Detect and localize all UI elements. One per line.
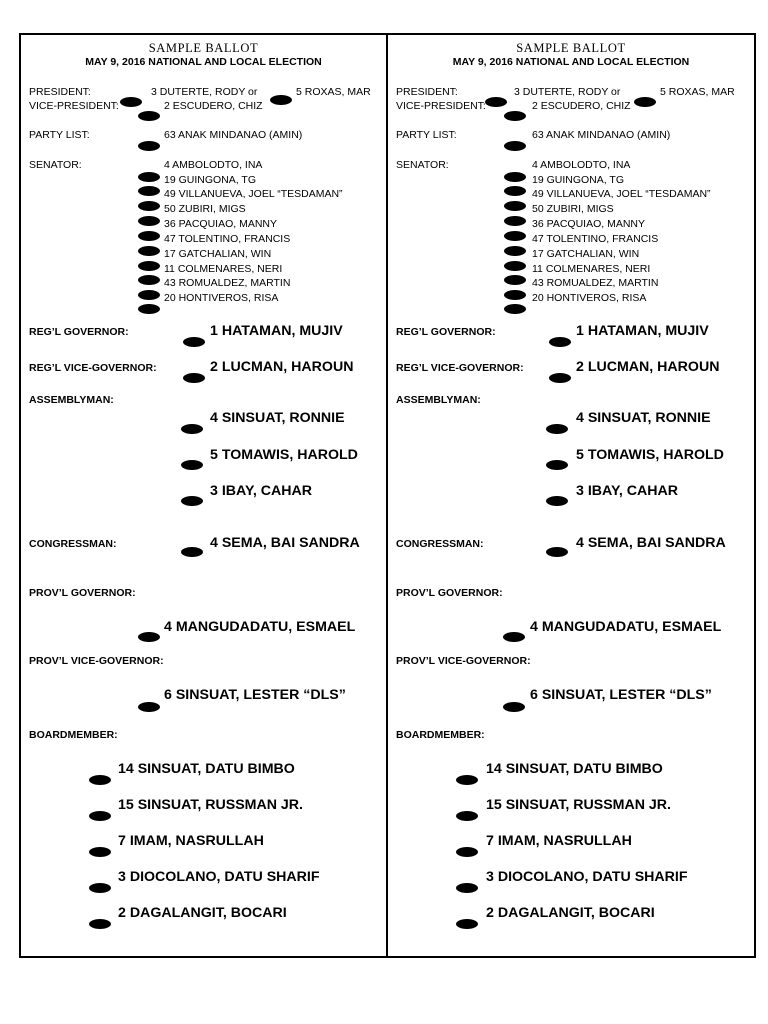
ballot-title: SAMPLE BALLOT: [516, 41, 626, 55]
vote-oval-boardmember[interactable]: [456, 775, 478, 785]
senator-item: 4 AMBOLODTO, INA: [164, 159, 263, 171]
assemblyman-item: 4 SINSUAT, RONNIE: [576, 410, 711, 426]
vote-oval-assemblyman[interactable]: [181, 424, 203, 434]
prov-governor-label: PROV’L GOVERNOR:: [29, 587, 136, 599]
vote-oval-senator[interactable]: [138, 261, 160, 271]
senator-item: 17 GATCHALIAN, WIN: [164, 248, 272, 260]
vice-president-label: VICE-PRESIDENT:: [396, 100, 486, 112]
prov-governor-choice: 4 MANGUDADATU, ESMAEL: [164, 619, 356, 635]
regl-governor-choice: 1 HATAMAN, MUJIV: [576, 323, 709, 339]
vote-oval-assemblyman[interactable]: [546, 460, 568, 470]
senator-item: 20 HONTIVEROS, RISA: [532, 292, 647, 304]
vote-oval-regl-vice-governor[interactable]: [183, 373, 205, 383]
vote-oval-boardmember[interactable]: [456, 811, 478, 821]
vote-oval-boardmember[interactable]: [89, 919, 111, 929]
vote-oval-senator[interactable]: [138, 216, 160, 226]
vote-oval-senator[interactable]: [504, 231, 526, 241]
boardmember-item: 3 DIOCOLANO, DATU SHARIF: [118, 869, 320, 885]
boardmember-item: 7 IMAM, NASRULLAH: [118, 833, 264, 849]
regl-governor-label: REG’L GOVERNOR:: [29, 326, 129, 338]
assemblyman-label: ASSEMBLYMAN:: [29, 394, 114, 406]
vote-oval-senator[interactable]: [138, 186, 160, 196]
regl-vice-governor-choice: 2 LUCMAN, HAROUN: [210, 359, 354, 375]
vote-oval-prov-governor[interactable]: [503, 632, 525, 642]
boardmember-item: 15 SINSUAT, RUSSMAN JR.: [486, 797, 671, 813]
president-choice-duterte: 3 DUTERTE, RODY or: [514, 86, 621, 98]
regl-vice-governor-label: REG’L VICE-GOVERNOR:: [396, 362, 524, 374]
senator-item: 36 PACQUIAO, MANNY: [164, 218, 277, 230]
vote-oval-boardmember[interactable]: [456, 883, 478, 893]
vote-oval-senator[interactable]: [138, 246, 160, 256]
senator-item: 4 AMBOLODTO, INA: [532, 159, 631, 171]
party-list-label: PARTY LIST:: [396, 129, 457, 141]
prov-vice-governor-label: PROV’L VICE-GOVERNOR:: [396, 655, 531, 667]
senator-item: 47 TOLENTINO, FRANCIS: [532, 233, 659, 245]
boardmember-label: BOARDMEMBER:: [29, 729, 118, 741]
ballot-subtitle: MAY 9, 2016 NATIONAL AND LOCAL ELECTION: [452, 56, 690, 68]
congressman-label: CONGRESSMAN:: [29, 538, 117, 550]
vote-oval-party-list[interactable]: [504, 141, 526, 151]
vice-president-label: VICE-PRESIDENT:: [29, 100, 119, 112]
senator-item: 49 VILLANUEVA, JOEL “TESDAMAN”: [164, 188, 343, 200]
assemblyman-label: ASSEMBLYMAN:: [396, 394, 481, 406]
vote-oval-senator[interactable]: [138, 275, 160, 285]
party-list-choice: 63 ANAK MINDANAO (AMIN): [532, 129, 671, 141]
boardmember-item: 2 DAGALANGIT, BOCARI: [486, 905, 655, 921]
assemblyman-item: 3 IBAY, CAHAR: [210, 483, 312, 499]
vote-oval-regl-governor[interactable]: [549, 337, 571, 347]
vote-oval-duterte[interactable]: [120, 97, 142, 107]
vote-oval-assemblyman[interactable]: [181, 496, 203, 506]
boardmember-label: BOARDMEMBER:: [396, 729, 485, 741]
vote-oval-boardmember[interactable]: [89, 847, 111, 857]
regl-governor-label: REG’L GOVERNOR:: [396, 326, 496, 338]
vote-oval-duterte[interactable]: [485, 97, 507, 107]
vote-oval-prov-vice-governor[interactable]: [138, 702, 160, 712]
vote-oval-senator[interactable]: [504, 172, 526, 182]
vote-oval-escudero[interactable]: [504, 111, 526, 121]
assemblyman-item: 4 SINSUAT, RONNIE: [210, 410, 345, 426]
ballot-subtitle: MAY 9, 2016 NATIONAL AND LOCAL ELECTION: [85, 56, 322, 68]
vice-president-choice: 2 ESCUDERO, CHIZ: [164, 100, 263, 112]
congressman-choice: 4 SEMA, BAI SANDRA: [210, 535, 360, 551]
prov-governor-label: PROV’L GOVERNOR:: [396, 587, 503, 599]
vote-oval-prov-vice-governor[interactable]: [503, 702, 525, 712]
regl-governor-choice: 1 HATAMAN, MUJIV: [210, 323, 343, 339]
vote-oval-senator[interactable]: [138, 201, 160, 211]
vote-oval-senator[interactable]: [138, 290, 160, 300]
ballot-left: [19, 33, 388, 958]
vote-oval-boardmember[interactable]: [89, 775, 111, 785]
prov-vice-governor-label: PROV’L VICE-GOVERNOR:: [29, 655, 164, 667]
president-choice-roxas: 5 ROXAS, MAR: [660, 86, 735, 98]
vote-oval-senator[interactable]: [504, 246, 526, 256]
senator-label: SENATOR:: [396, 159, 449, 171]
senator-item: 36 PACQUIAO, MANNY: [532, 218, 645, 230]
senator-item: 43 ROMUALDEZ, MARTIN: [164, 277, 291, 289]
vote-oval-assemblyman[interactable]: [546, 496, 568, 506]
vote-oval-senator[interactable]: [504, 216, 526, 226]
president-choice-duterte: 3 DUTERTE, RODY or: [151, 86, 258, 98]
regl-vice-governor-choice: 2 LUCMAN, HAROUN: [576, 359, 720, 375]
congressman-label: CONGRESSMAN:: [396, 538, 484, 550]
boardmember-item: 15 SINSUAT, RUSSMAN JR.: [118, 797, 303, 813]
senator-item: 17 GATCHALIAN, WIN: [532, 248, 640, 260]
president-label: PRESIDENT:: [396, 86, 458, 98]
prov-governor-choice: 4 MANGUDADATU, ESMAEL: [530, 619, 722, 635]
senator-item: 19 GUINGONA, TG: [164, 174, 256, 186]
vote-oval-boardmember[interactable]: [456, 847, 478, 857]
vote-oval-regl-governor[interactable]: [183, 337, 205, 347]
vote-oval-senator[interactable]: [504, 186, 526, 196]
senator-item: 49 VILLANUEVA, JOEL “TESDAMAN”: [532, 188, 711, 200]
party-list-label: PARTY LIST:: [29, 129, 90, 141]
vote-oval-senator[interactable]: [138, 231, 160, 241]
boardmember-item: 3 DIOCOLANO, DATU SHARIF: [486, 869, 688, 885]
senator-item: 43 ROMUALDEZ, MARTIN: [532, 277, 659, 289]
prov-vice-governor-choice: 6 SINSUAT, LESTER “DLS”: [164, 687, 346, 703]
senator-item: 19 GUINGONA, TG: [532, 174, 624, 186]
vote-oval-boardmember[interactable]: [89, 811, 111, 821]
senator-label: SENATOR:: [29, 159, 82, 171]
vote-oval-senator[interactable]: [138, 172, 160, 182]
vote-oval-senator[interactable]: [504, 290, 526, 300]
assemblyman-item: 5 TOMAWIS, HAROLD: [210, 447, 358, 463]
ballot-title: SAMPLE BALLOT: [148, 41, 259, 55]
vote-oval-congressman[interactable]: [546, 547, 568, 557]
senator-item: 50 ZUBIRI, MIGS: [164, 203, 246, 215]
vote-oval-escudero[interactable]: [138, 111, 160, 121]
regl-vice-governor-label: REG’L VICE-GOVERNOR:: [29, 362, 157, 374]
senator-item: 50 ZUBIRI, MIGS: [532, 203, 614, 215]
vote-oval-boardmember[interactable]: [89, 883, 111, 893]
vote-oval-regl-vice-governor[interactable]: [549, 373, 571, 383]
senator-item: 11 COLMENARES, NERI: [532, 263, 651, 275]
vote-oval-congressman[interactable]: [181, 547, 203, 557]
vote-oval-senator[interactable]: [504, 304, 526, 314]
president-choice-roxas: 5 ROXAS, MAR: [296, 86, 371, 98]
assemblyman-item: 5 TOMAWIS, HAROLD: [576, 447, 724, 463]
senator-item: 47 TOLENTINO, FRANCIS: [164, 233, 291, 245]
boardmember-item: 2 DAGALANGIT, BOCARI: [118, 905, 287, 921]
party-list-choice: 63 ANAK MINDANAO (AMIN): [164, 129, 303, 141]
vote-oval-senator[interactable]: [138, 304, 160, 314]
senator-item: 11 COLMENARES, NERI: [164, 263, 283, 275]
congressman-choice: 4 SEMA, BAI SANDRA: [576, 535, 726, 551]
vote-oval-party-list[interactable]: [138, 141, 160, 151]
vote-oval-assemblyman[interactable]: [546, 424, 568, 434]
boardmember-item: 7 IMAM, NASRULLAH: [486, 833, 632, 849]
senator-item: 20 HONTIVEROS, RISA: [164, 292, 279, 304]
vote-oval-senator[interactable]: [504, 261, 526, 271]
boardmember-item: 14 SINSUAT, DATU BIMBO: [486, 761, 663, 777]
vote-oval-prov-governor[interactable]: [138, 632, 160, 642]
vice-president-choice: 2 ESCUDERO, CHIZ: [532, 100, 631, 112]
boardmember-item: 14 SINSUAT, DATU BIMBO: [118, 761, 295, 777]
vote-oval-senator[interactable]: [504, 201, 526, 211]
vote-oval-boardmember[interactable]: [456, 919, 478, 929]
vote-oval-roxas[interactable]: [634, 97, 656, 107]
assemblyman-item: 3 IBAY, CAHAR: [576, 483, 678, 499]
vote-oval-roxas[interactable]: [270, 95, 292, 105]
vote-oval-senator[interactable]: [504, 275, 526, 285]
president-label: PRESIDENT:: [29, 86, 91, 98]
prov-vice-governor-choice: 6 SINSUAT, LESTER “DLS”: [530, 687, 712, 703]
ballot-right: [386, 33, 756, 958]
vote-oval-assemblyman[interactable]: [181, 460, 203, 470]
